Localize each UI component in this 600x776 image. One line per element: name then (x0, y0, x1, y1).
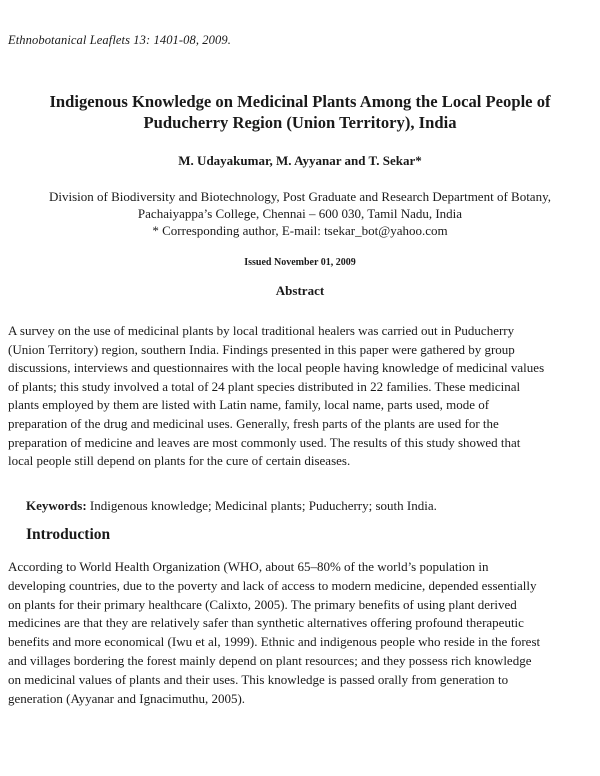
author-affiliation (0, 188, 600, 239)
introduction-line: According to World Health Organization (WHO, about 65–80% of the world’s population in (8, 559, 489, 574)
affiliation-line: Division of Biodiversity and Biotechnology, Post Graduate and Research Department of Botany, (49, 189, 551, 204)
abstract-line: local people still depend on plants for the cure of certain diseases. (8, 453, 351, 469)
introduction-line: generation (Ayyanar and Ignacimuthu, 2005). (8, 690, 246, 706)
abstract-line: of plants; this study involved a total of 24 plant species distributed in 22 families. These medicinal (8, 378, 521, 394)
title-line: Indigenous Knowledge on Medicinal Plants Among the Local People of (49, 92, 551, 111)
issued-date: Issued November 01, 2009 (244, 257, 356, 268)
introduction-line: benefits and more economical (Iwu et al, 1999). Ethnic and indigenous people who reside in the forest (8, 634, 541, 650)
keywords (26, 498, 592, 514)
introduction-heading: Introduction (26, 526, 111, 543)
corresponding-author-line: * Corresponding author, E-mail: tsekar_bot@yahoo.com (152, 223, 448, 238)
introduction-line: on medicinal values of plants and their uses. This knowledge is passed orally from generation to (8, 671, 509, 687)
introduction-line: on plants for their primary healthcare (Calixto, 2005). The primary benefits of using plant derived (8, 596, 517, 612)
abstract-body (8, 322, 592, 471)
title-line: Puducherry Region (Union Territory), India (143, 113, 457, 132)
article-title (10, 91, 590, 133)
abstract-line: preparation of medicine and leaves are most commonly used. The results of this study showed that (8, 434, 521, 450)
keywords-text: Indigenous knowledge; Medicinal plants; Puducherry; south India. (86, 498, 437, 513)
keywords-label: Keywords: (26, 498, 87, 513)
abstract-line: plants employed by them are listed with Latin name, family, local name, parts used, mode of (8, 397, 490, 413)
abstract-line: discussions, interviews and questionnaires with the local people having knowledge of medicinal values (8, 360, 545, 376)
abstract-line: (Union Territory) region, southern India. Findings presented in this paper were gathered by group (8, 341, 515, 357)
article-authors: M. Udayakumar, M. Ayyanar and T. Sekar* (178, 153, 422, 168)
affiliation-line: Pachaiyappa’s College, Chennai – 600 030, Tamil Nadu, India (137, 206, 463, 221)
introduction-body (8, 558, 596, 708)
introduction-line: developing countries, due to the poverty and lack of access to modern medicine, depended essentially (8, 577, 537, 593)
abstract-line: preparation of the drug and medicinal uses. Generally, fresh parts of the plants are used for the (8, 415, 499, 431)
introduction-line: and villages bordering the forest mainly depend on plant resources; and they possess rich knowledge (8, 652, 532, 668)
journal-citation: Ethnobotanical Leaflets 13: 1401-08, 2009. (8, 33, 231, 47)
introduction-line: medicines are that they are relatively safer than synthetic alternatives offering profound therapeutic (8, 615, 524, 631)
abstract-line: A survey on the use of medicinal plants by local traditional healers was carried out in Puducherry (8, 323, 515, 338)
abstract-heading: Abstract (275, 283, 325, 298)
